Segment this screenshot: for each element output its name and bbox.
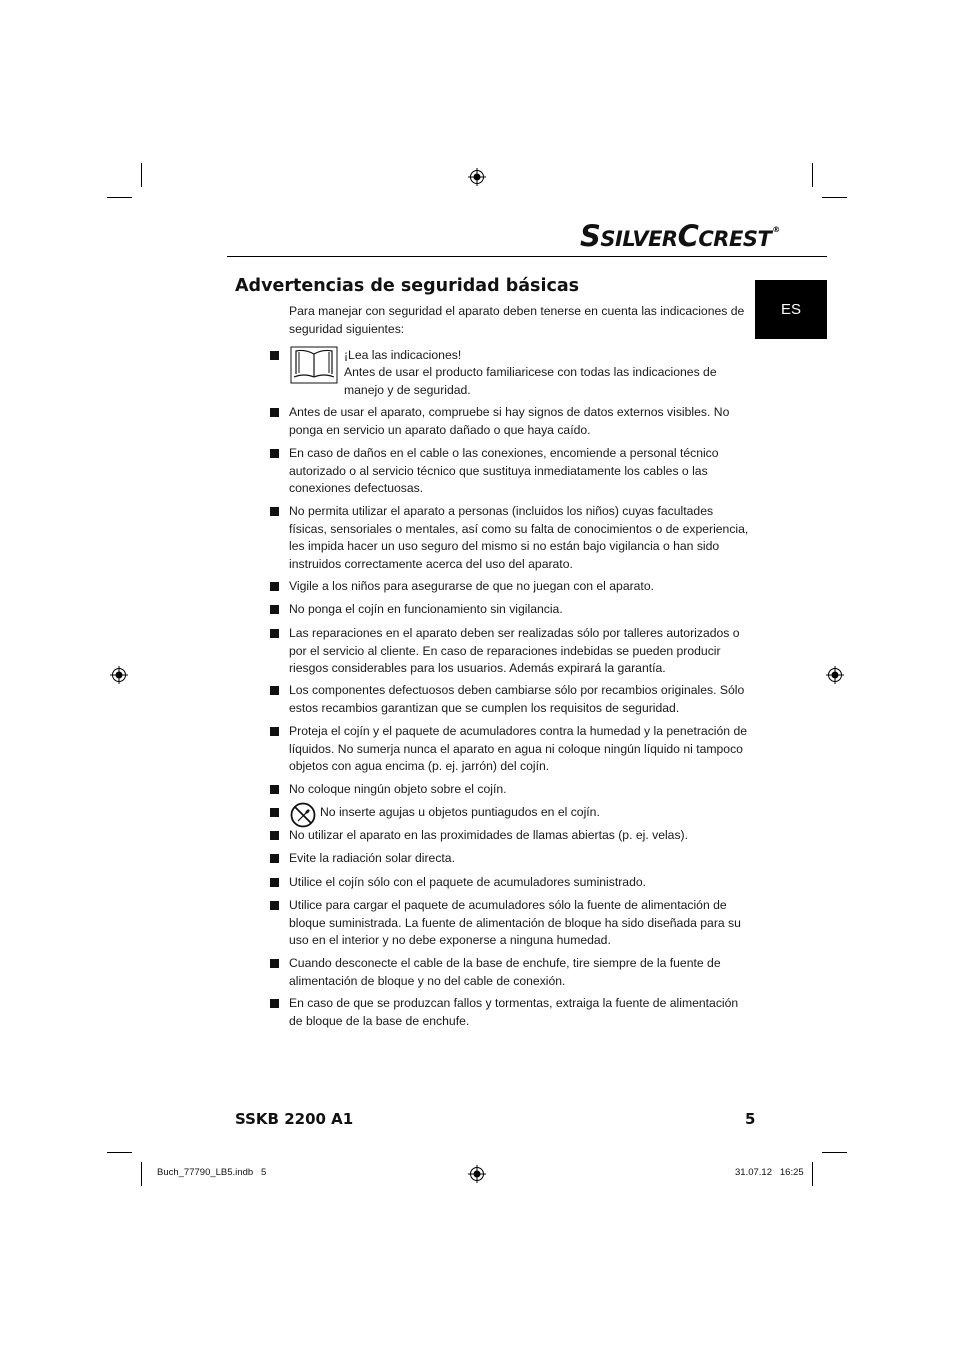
- list-item: [270, 804, 750, 822]
- list-item-text: Antes de usar el aparato, compruebe si hay signos de datos externos visibles. No ponga en servicio un aparato dañado o que haya caído.: [289, 405, 730, 437]
- list-item-title: ¡Lea las indicaciones!: [344, 348, 462, 362]
- crop-mark: [107, 1152, 132, 1153]
- list-item-text: Vigile a los niños para asegurarse de que no juegan con el aparato.: [289, 579, 654, 593]
- list-item-text: En caso de que se produzcan fallos y tormentas, extraiga la fuente de alimentación de bloque de la base de enchufe.: [289, 996, 739, 1028]
- bullet-square: [270, 831, 279, 840]
- list-item-text: Las reparaciones en el aparato deben ser realizadas sólo por talleres autorizados o por el servicio al cliente. En caso de reparaciones indebidas se pueden producir riesgos considerables para los usuarios. Además expirará la garantía.: [289, 626, 740, 675]
- list-item-text: No coloque ningún objeto sobre el cojín.: [289, 782, 507, 796]
- list-item-text: Evite la radiación solar directa.: [289, 851, 455, 865]
- no-needles-icon: [290, 802, 316, 828]
- list-item-text: No utilizar el aparato en las proximidades de llamas abiertas (p. ej. velas).: [289, 828, 688, 842]
- list-item: [270, 850, 750, 868]
- print-slug-file: Buch_77790_LB5.indb 5: [157, 1167, 267, 1178]
- header-rule: [227, 256, 827, 257]
- model-number: SSKB 2200 A1: [235, 1110, 354, 1128]
- list-item: [270, 503, 750, 575]
- list-item: [270, 995, 750, 1031]
- print-slug-date: 31.07.12 16:25: [735, 1167, 804, 1178]
- crop-mark: [141, 163, 142, 187]
- list-item: [270, 601, 750, 619]
- read-instructions-icon: [290, 346, 338, 384]
- crop-mark: [812, 163, 813, 187]
- bullet-square: [270, 351, 279, 360]
- bullet-square: [270, 408, 279, 417]
- bullet-square: [270, 582, 279, 591]
- list-item: [270, 897, 750, 951]
- registration-mark-icon: [826, 666, 844, 684]
- list-item-text: Utilice el cojín sólo con el paquete de acumuladores suministrado.: [289, 875, 647, 889]
- bullet-square: [270, 808, 279, 817]
- list-item-text: Antes de usar el producto familiaricese con todas las indicaciones de manejo y de seguridad.: [344, 365, 717, 397]
- list-item: [270, 404, 750, 440]
- crop-mark: [141, 1162, 142, 1186]
- crop-mark: [812, 1162, 813, 1186]
- bullet-square: [270, 785, 279, 794]
- crop-mark: [822, 197, 847, 198]
- list-item-text: En caso de daños en el cable o las conexiones, encomiende a personal técnico autorizado o al servicio técnico que sustituya inmediatamente los cables o las conexiones defectuosas.: [289, 446, 719, 495]
- bullet-square: [270, 507, 279, 516]
- list-item: [270, 682, 750, 718]
- list-item: [270, 578, 750, 596]
- logo-silver-text: SILVER: [600, 227, 678, 251]
- section-heading: Advertencias de seguridad básicas: [235, 276, 580, 296]
- bullet-square: [270, 959, 279, 968]
- list-item: [270, 781, 750, 799]
- list-item: [270, 625, 750, 679]
- list-item: [270, 445, 750, 499]
- registration-mark-icon: [468, 168, 486, 186]
- bullet-square: [270, 449, 279, 458]
- bullet-square: [270, 605, 279, 614]
- registration-mark-icon: [110, 666, 128, 684]
- list-item: [270, 955, 750, 991]
- list-item-text: Proteja el cojín y el paquete de acumuladores contra la humedad y la penetración de líquidos. No sumerja nunca el aparato en agua ni coloque ningún líquido ni tampoco objetos con agua encima (p. ej. jarrón) del cojín.: [289, 724, 748, 773]
- page-number: 5: [745, 1110, 756, 1128]
- crop-mark: [822, 1152, 847, 1153]
- list-item-text: Utilice para cargar el paquete de acumuladores sólo la fuente de alimentación de bloque suministrada. La fuente de alimentación de bloque ha sido diseñada para su uso en el interior y no debe exponerse a ninguna humedad.: [289, 898, 741, 947]
- bullet-square: [270, 686, 279, 695]
- list-item: [270, 723, 750, 777]
- bullet-square: [270, 854, 279, 863]
- bullet-square: [270, 727, 279, 736]
- list-item-text: No ponga el cojín en funcionamiento sin vigilancia.: [289, 602, 563, 616]
- crop-mark: [107, 197, 132, 198]
- registered-mark: ®: [772, 225, 780, 234]
- list-item-text: No inserte agujas u objetos puntiagudos en el cojín.: [320, 805, 600, 819]
- bullet-square: [270, 629, 279, 638]
- intro-paragraph: Para manejar con seguridad el aparato deben tenerse en cuenta las indicaciones de seguridad siguientes:: [289, 304, 745, 336]
- silvercrest-logo: SSILVERCCREST®: [580, 219, 780, 253]
- registration-mark-icon: [468, 1165, 486, 1183]
- list-item-text: No permita utilizar el aparato a personas (incluidos los niños) cuyas facultades físicas, sensoriales o mentales, así como su falta de conocimientos o de experiencia, les impida hacer un uso seguro del mismo si no están bajo vigilancia o han sido instruidos correctamente acerca del uso del aparato.: [289, 504, 749, 571]
- bullet-square: [270, 901, 279, 910]
- list-item: [270, 827, 750, 845]
- list-item-text: Los componentes defectuosos deben cambiarse sólo por recambios originales. Sólo estos recambios garantizan que se cumplen los requisitos de seguridad.: [289, 683, 745, 715]
- bullet-square: [270, 999, 279, 1008]
- language-tab: ES: [755, 280, 827, 339]
- bullet-square: [270, 878, 279, 887]
- logo-crest-text: CREST: [698, 227, 772, 251]
- list-item: [270, 874, 750, 892]
- list-item-text: Cuando desconecte el cable de la base de enchufe, tire siempre de la fuente de alimentación de bloque y no del cable de conexión.: [289, 956, 721, 988]
